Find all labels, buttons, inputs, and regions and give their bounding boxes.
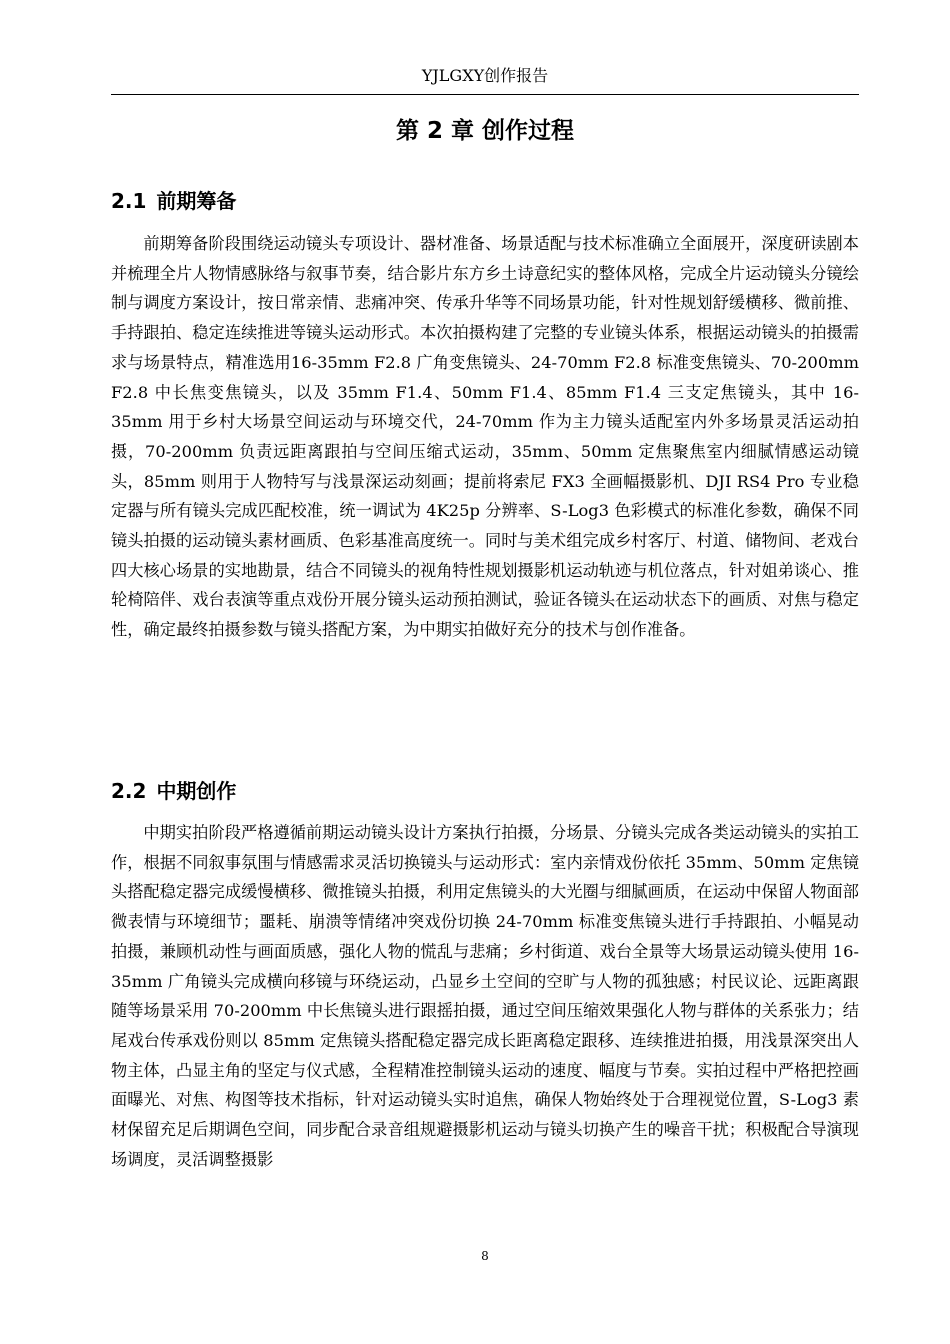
section-heading-2-1 xyxy=(111,188,236,214)
chapter-title: 第 2 章 创作过程 xyxy=(395,118,575,144)
page-number: 8 xyxy=(481,1249,489,1263)
section-body-paragraph: 中期实拍阶段严格遵循前期运动镜头设计方案执行拍摄，分场景、分镜头完成各类运动镜头的实拍工作，根据不同叙事氛围与情感需求灵活切换镜头与运动形式：室内亲情戏份依托 35mm、50mm 定焦镜头搭配稳定器完成缓慢横移、微推镜头拍摄，利用定焦镜头的大光圈与细腻画质，在运动中保留人物面部微表情与环境细节；噩耗、崩溃等情绪冲突戏份切换 24-70mm 标准变焦镜头进行手持跟拍、小幅晃动拍摄，兼顾机动性与画面质感，强化人物的慌乱与悲痛；乡村街道、戏台全景等大场景运动镜头使用 16-35mm 广角镜头完成横向移镜与环绕运动，凸显乡土空间的空旷与人物的孤独感；村民议论、远距离跟随等场景采用 70-200mm 中长焦镜头进行跟摇拍摄，通过空间压缩效果强化人物与群体的关系张力；结尾戏台传承戏份则以 85mm 定焦镜头搭配稳定器完成长距离稳定跟移、连续推进拍摄，用浅景深突出人物主体，凸显主角的坚定与仪式感，全程精准控制镜头运动的速度、幅度与节奏。实拍过程中严格把控画面曝光、对焦、构图等技术指标，针对运动镜头实时追焦，确保人物始终处于合理视觉位置，S-Log3 素材保留充足后期调色空间，同步配合录音组规避摄影机运动与镜头切换产生的噪音干扰；积极配合导演现场调度，灵活调整摄影 xyxy=(111,823,859,1169)
section-body-paragraph: 前期筹备阶段围绕运动镜头专项设计、器材准备、场景适配与技术标准确立全面展开，深度研读剧本并梳理全片人物情感脉络与叙事节奏，结合影片东方乡土诗意纪实的整体风格，完成全片运动镜头分镜绘制与调度方案设计，按日常亲情、悲痛冲突、传承升华等不同场景功能，针对性规划舒缓横移、微前推、手持跟拍、稳定连续推进等镜头运动形式。本次拍摄构建了完整的专业镜头体系，根据运动镜头的拍摄需求与场景特点，精准选用16-35mm F2.8 广角变焦镜头、24-70mm F2.8 标准变焦镜头、70-200mm F2.8 中长焦变焦镜头，以及 35mm F1.4、50mm F1.4、85mm F1.4 三支定焦镜头，其中 16-35mm 用于乡村大场景空间运动与环境交代，24-70mm 作为主力镜头适配室内外多场景灵活运动拍摄，70-200mm 负责远距离跟拍与空间压缩式运动，35mm、50mm 定焦聚焦室内细腻情感运动镜头，85mm 则用于人物特写与浅景深运动刻画；提前将索尼 FX3 全画幅摄影机、DJI RS4 Pro 专业稳定器与所有镜头完成匹配校准，统一调试为 4K25p 分辨率、S-Log3 色彩模式的标准化参数，确保不同镜头拍摄的运动镜头素材画质、色彩基准高度统一。同时与美术组完成乡村客厅、村道、储物间、老戏台四大核心场景的实地勘景，结合不同镜头的视角特性规划摄影机运动轨迹与机位落点，针对姐弟谈心、推轮椅陪伴、戏台表演等重点戏份开展分镜头运动预拍测试，验证各镜头在运动状态下的画质、对焦与稳定性，确定最终拍摄参数与镜头搭配方案，为中期实拍做好充分的技术与创作准备。 xyxy=(111,234,859,640)
running-header: YJLGXY创作报告 xyxy=(421,66,549,85)
header-rule xyxy=(111,94,859,95)
section-heading-2-2 xyxy=(111,778,236,804)
section-title: 前期筹备 xyxy=(156,189,237,213)
section-number: 2.1 xyxy=(111,189,147,213)
section-number: 2.2 xyxy=(111,779,147,803)
section-title: 中期创作 xyxy=(156,779,237,803)
